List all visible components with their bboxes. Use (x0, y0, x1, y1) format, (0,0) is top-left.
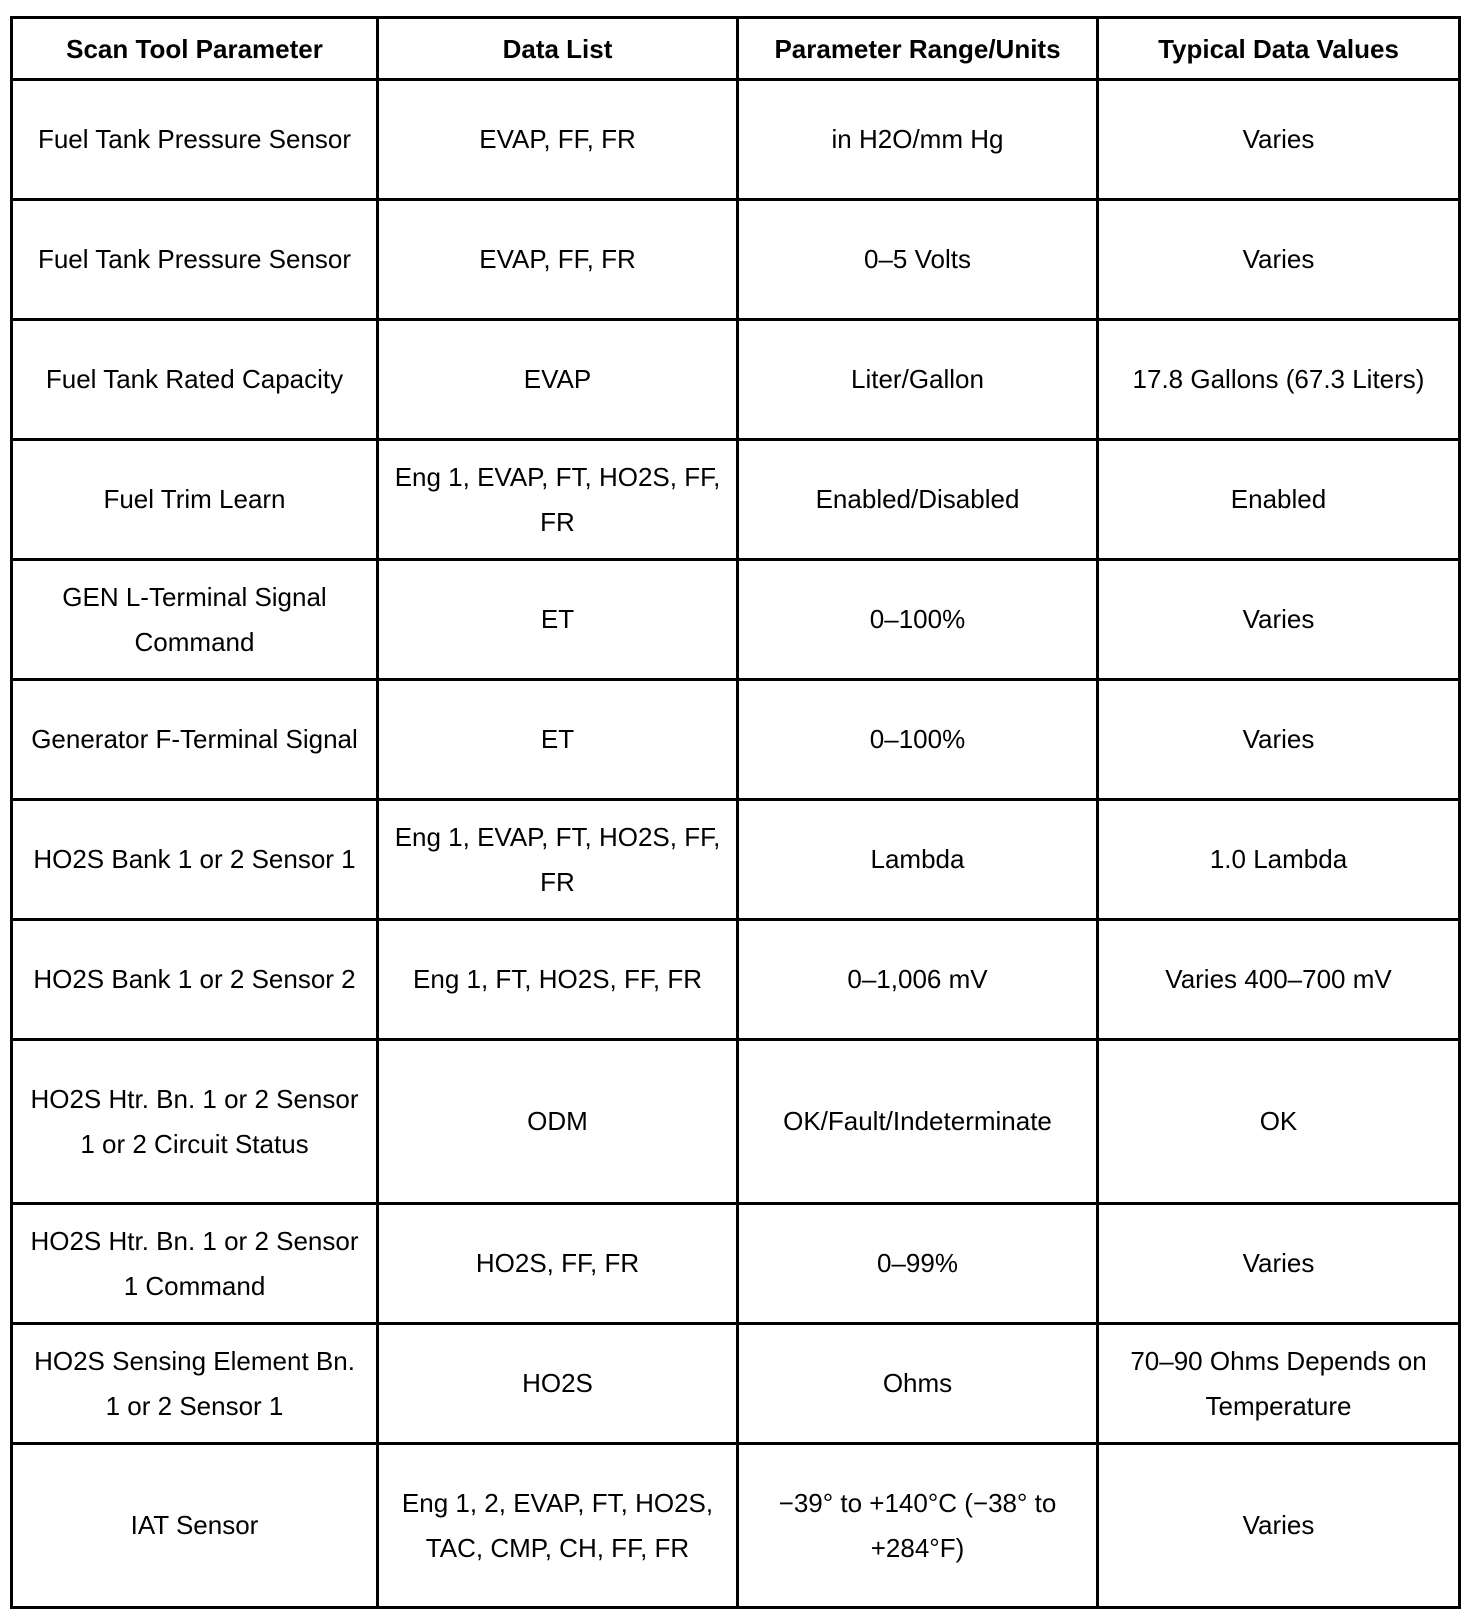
cell-parameter: IAT Sensor (12, 1444, 378, 1608)
cell-parameter: Generator F-Terminal Signal (12, 680, 378, 800)
cell-typical-value: 1.0 Lambda (1098, 800, 1460, 920)
cell-range-units: OK/Fault/Indeterminate (738, 1040, 1098, 1204)
cell-data-list: HO2S, FF, FR (378, 1204, 738, 1324)
table-row (12, 920, 1460, 1040)
cell-typical-value: 70–90 Ohms Depends on Temperature (1098, 1324, 1460, 1444)
table-row (12, 680, 1460, 800)
cell-range-units: 0–5 Volts (738, 200, 1098, 320)
cell-data-list: ET (378, 560, 738, 680)
table-row (12, 440, 1460, 560)
table-row (12, 200, 1460, 320)
cell-data-list: Eng 1, EVAP, FT, HO2S, FF, FR (378, 800, 738, 920)
scan-tool-data-table (10, 16, 1461, 1609)
cell-range-units: in H2O/mm Hg (738, 80, 1098, 200)
table-row (12, 1444, 1460, 1608)
table-row (12, 80, 1460, 200)
cell-parameter: Fuel Tank Pressure Sensor (12, 200, 378, 320)
cell-data-list: EVAP, FF, FR (378, 200, 738, 320)
cell-range-units: −39° to +140°C (−38° to +284°F) (738, 1444, 1098, 1608)
cell-typical-value: Varies (1098, 80, 1460, 200)
table-row (12, 800, 1460, 920)
header-scan-tool-parameter: Scan Tool Parameter (12, 18, 378, 80)
cell-range-units: 0–100% (738, 560, 1098, 680)
cell-range-units: 0–1,006 mV (738, 920, 1098, 1040)
cell-range-units: Liter/Gallon (738, 320, 1098, 440)
cell-typical-value: Enabled (1098, 440, 1460, 560)
cell-range-units: 0–99% (738, 1204, 1098, 1324)
cell-range-units: 0–100% (738, 680, 1098, 800)
cell-data-list: EVAP, FF, FR (378, 80, 738, 200)
cell-data-list: ET (378, 680, 738, 800)
cell-typical-value: Varies (1098, 680, 1460, 800)
cell-parameter: Fuel Tank Rated Capacity (12, 320, 378, 440)
table-row (12, 320, 1460, 440)
cell-parameter: Fuel Tank Pressure Sensor (12, 80, 378, 200)
cell-data-list: EVAP (378, 320, 738, 440)
cell-data-list: ODM (378, 1040, 738, 1204)
cell-typical-value: 17.8 Gallons (67.3 Liters) (1098, 320, 1460, 440)
cell-typical-value: Varies (1098, 200, 1460, 320)
cell-typical-value: OK (1098, 1040, 1460, 1204)
table-row (12, 1324, 1460, 1444)
scan-tool-data-sheet (10, 16, 1458, 1609)
cell-typical-value: Varies (1098, 1204, 1460, 1324)
cell-parameter: HO2S Bank 1 or 2 Sensor 1 (12, 800, 378, 920)
table-header-row (12, 18, 1460, 80)
cell-data-list: HO2S (378, 1324, 738, 1444)
table-row (12, 1204, 1460, 1324)
header-typical-data-values: Typical Data Values (1098, 18, 1460, 80)
cell-typical-value: Varies (1098, 1444, 1460, 1608)
cell-parameter: HO2S Htr. Bn. 1 or 2 Sensor 1 Command (12, 1204, 378, 1324)
table-row (12, 560, 1460, 680)
header-data-list: Data List (378, 18, 738, 80)
cell-range-units: Ohms (738, 1324, 1098, 1444)
cell-parameter: HO2S Htr. Bn. 1 or 2 Sensor 1 or 2 Circuit Status (12, 1040, 378, 1204)
cell-range-units: Lambda (738, 800, 1098, 920)
cell-typical-value: Varies 400–700 mV (1098, 920, 1460, 1040)
cell-parameter: GEN L-Terminal Signal Command (12, 560, 378, 680)
cell-data-list: Eng 1, EVAP, FT, HO2S, FF, FR (378, 440, 738, 560)
cell-data-list: Eng 1, FT, HO2S, FF, FR (378, 920, 738, 1040)
cell-typical-value: Varies (1098, 560, 1460, 680)
cell-parameter: Fuel Trim Learn (12, 440, 378, 560)
table-row (12, 1040, 1460, 1204)
cell-data-list: Eng 1, 2, EVAP, FT, HO2S, TAC, CMP, CH, FF, FR (378, 1444, 738, 1608)
header-parameter-range-units: Parameter Range/Units (738, 18, 1098, 80)
cell-parameter: HO2S Sensing Element Bn. 1 or 2 Sensor 1 (12, 1324, 378, 1444)
cell-parameter: HO2S Bank 1 or 2 Sensor 2 (12, 920, 378, 1040)
cell-range-units: Enabled/Disabled (738, 440, 1098, 560)
